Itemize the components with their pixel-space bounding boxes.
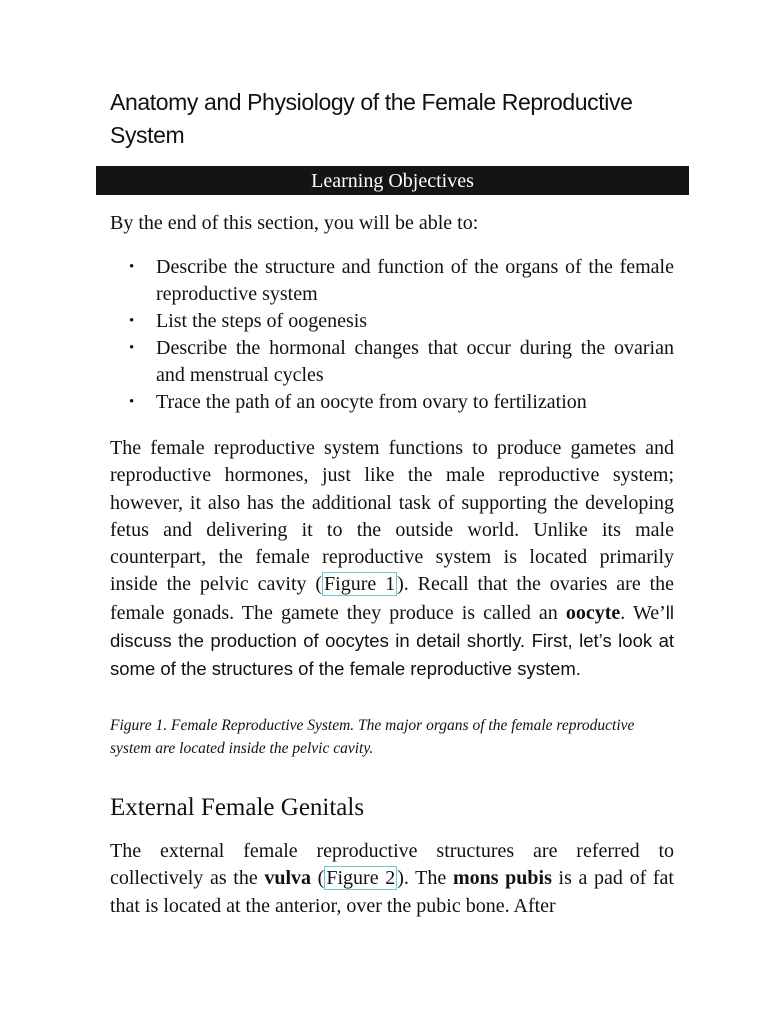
key-term-mons-pubis: mons pubis <box>452 867 552 890</box>
figure-caption: Figure 1. Female Reproductive System. The major organs of the female reproductive system are located inside the pelvic cavity. <box>110 717 635 757</box>
list-item <box>110 308 674 335</box>
paragraph-text: ll discuss the production of oocytes in detail shortly. First, let’s look at some of the structures of the female reproductive system. <box>110 601 674 680</box>
paragraph-text: The external female reproductive structures are referred to collectively as the <box>110 840 674 890</box>
paragraph-text: ). The <box>397 867 453 890</box>
list-item-text: Describe the structure and function of the organs of the female reproductive system <box>156 256 674 305</box>
key-term-vulva: vulva <box>264 867 312 890</box>
body-paragraph-intro <box>110 435 674 684</box>
objectives-intro: By the end of this section, you will be able to: <box>110 212 479 234</box>
paragraph-text: ( <box>311 867 325 890</box>
list-item-text: List the steps of oogenesis <box>156 310 368 332</box>
paragraph-text: . We’ <box>620 601 666 624</box>
figure-1-link[interactable]: Figure 1 <box>324 573 396 596</box>
paragraph-text: The female reproductive system functions to produce gametes and reproductive hormones, just like the male reproductive system; however, it also has the additional task of supporting the developing fetus and delivering it to the outside world. Unlike its male counterpart, the female reproductive system is located primarily inside the pelvic cavity ( <box>110 437 674 596</box>
key-term-oocyte: oocyte <box>565 601 621 624</box>
list-item-text: Trace the path of an oocyte from ovary to fertilization <box>156 391 587 413</box>
list-item <box>110 389 674 416</box>
learning-objectives-banner: Learning Objectives <box>96 166 689 195</box>
bullet-icon: • <box>129 313 135 329</box>
bullet-icon: • <box>129 340 135 356</box>
bullet-icon: • <box>129 394 135 410</box>
section-heading: External Female Genitals <box>110 794 365 821</box>
document-title: Anatomy and Physiology of the Female Reproductive System <box>110 89 633 148</box>
objectives-list <box>110 254 674 416</box>
list-item <box>110 254 674 308</box>
paragraph-text: ). Recall that the ovaries are the female gonads. The gamete they produce is called an <box>110 573 675 624</box>
body-paragraph-external-genitals <box>110 838 674 920</box>
figure-2-link[interactable]: Figure 2 <box>326 867 396 890</box>
bullet-icon: • <box>129 259 135 275</box>
list-item-text: Describe the hormonal changes that occur during the ovarian and menstrual cycles <box>156 337 674 386</box>
list-item <box>110 335 674 389</box>
paragraph-text: is a pad of fat that is located at the anterior, over the pubic bone. After <box>110 867 674 917</box>
